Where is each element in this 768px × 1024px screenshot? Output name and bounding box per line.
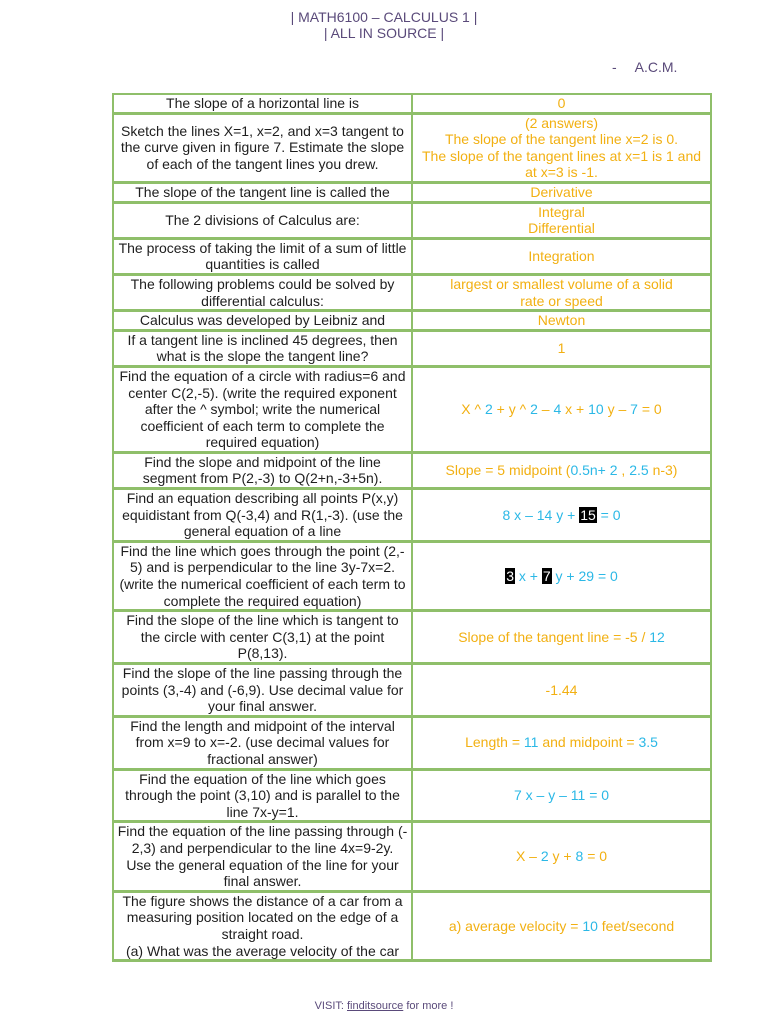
answer-text: = 0: [585, 787, 610, 804]
question-line: fractional answer): [207, 750, 318, 767]
question-line: P(8,13).: [237, 645, 288, 662]
answer-cell: [412, 275, 711, 311]
answer-line: [416, 148, 707, 165]
answer-text: Integral: [538, 203, 585, 220]
question-line: The figure shows the distance of a car from a: [122, 892, 403, 909]
qa-row: [113, 275, 711, 311]
qa-row: [113, 239, 711, 275]
answer-cell: [412, 367, 711, 453]
question-line: final answer.: [223, 873, 302, 890]
answer-line: [416, 131, 707, 148]
question-line: The slope of a horizontal line is: [166, 95, 360, 111]
question-line: 2,3) and perpendicular to the line 4x=9-2y.: [131, 839, 394, 856]
question-cell: [113, 367, 412, 453]
answer-text: Derivative: [530, 183, 593, 200]
author-initials: A.C.M.: [634, 59, 678, 75]
answer-text: 10: [588, 401, 604, 418]
answer-text: a) average velocity =: [448, 917, 583, 934]
answer-line: [416, 293, 707, 310]
question-line: points (3,-4) and (-6,9). Use decimal value for: [121, 681, 404, 698]
redacted-answer: 7: [542, 567, 551, 584]
answer-text: at x=3 is -1.: [525, 164, 598, 181]
qa-row: [113, 453, 711, 489]
answer-cell: [412, 489, 711, 542]
author-dash: -: [612, 59, 617, 75]
footer-link[interactable]: finditsource: [347, 1000, 404, 1012]
question-line: Find the slope of the line which is tangent to: [126, 612, 399, 629]
answer-cell: [412, 331, 711, 367]
question-line: from x=9 to x=-2. (use decimal values for: [135, 734, 390, 751]
answer-text: x –: [510, 506, 537, 523]
question-line: Sketch the lines X=1, x=2, and x=3 tangent to: [121, 122, 404, 139]
document-subtitle: | ALL IN SOURCE |: [323, 25, 445, 41]
answer-line: [416, 204, 707, 221]
qa-row: [113, 822, 711, 891]
answer-text: The slope of the tangent line x=2 is 0.: [444, 131, 679, 148]
question-line: The following problems could be solved by: [130, 275, 395, 292]
author-line: [612, 59, 677, 75]
answer-text: 8: [502, 506, 511, 523]
answer-text: X ^: [461, 401, 485, 418]
question-cell: [113, 489, 412, 542]
answer-text: 7: [513, 787, 522, 804]
answer-line: [416, 568, 707, 585]
question-line: differential calculus:: [201, 292, 324, 309]
answer-cell: [412, 114, 711, 183]
answer-line: [416, 95, 707, 112]
answer-text: 29: [578, 567, 595, 584]
answer-text: x +: [514, 567, 542, 584]
question-line: complete the required equation): [163, 592, 362, 609]
answer-text: 7: [630, 401, 638, 418]
answer-cell: [412, 892, 711, 961]
question-line: what is the slope the tangent line?: [156, 348, 369, 365]
question-line: after the ^ symbol; write the numerical: [144, 401, 381, 418]
answer-text: 2: [530, 401, 538, 418]
answer-text: y –: [603, 401, 631, 418]
answer-line: [416, 629, 707, 646]
question-cell: [113, 611, 412, 664]
question-line: (a) What was the average velocity of the car: [125, 942, 400, 959]
question-line: (write the numerical coefficient of each term to: [119, 576, 406, 593]
question-line: The 2 divisions of Calculus are:: [165, 211, 360, 228]
question-line: straight road.: [221, 925, 304, 942]
answer-text: Length =: [465, 734, 524, 751]
question-cell: [113, 664, 412, 717]
answer-text: 3.5: [638, 734, 658, 751]
question-line: Find the length and midpoint of the interval: [130, 717, 395, 734]
qa-row: [113, 770, 711, 823]
question-line: Find the slope of the line passing through the: [122, 665, 403, 681]
question-cell: [113, 239, 412, 275]
question-line: required equation): [205, 434, 320, 451]
answer-text: 8: [575, 848, 584, 865]
question-cell: [113, 892, 412, 961]
qa-row: [113, 183, 711, 203]
answer-line: [416, 184, 707, 201]
footer-suffix: for more !: [403, 1000, 454, 1012]
answer-text: = 0: [594, 567, 618, 584]
answer-text: Slope = 5 midpoint (: [445, 462, 571, 479]
question-cell: [113, 275, 412, 311]
qa-row: [113, 203, 711, 239]
question-line: your final answer.: [208, 698, 317, 715]
question-cell: [113, 311, 412, 331]
answer-text: Slope of the tangent line = -5 /: [458, 628, 650, 645]
question-line: quantities is called: [205, 256, 320, 273]
question-line: through the point (3,10) and is parallel to the: [125, 787, 400, 804]
answer-line: [416, 276, 707, 293]
answer-text: –: [537, 401, 554, 418]
answer-line: [416, 312, 707, 329]
answer-text: 12: [649, 628, 665, 645]
answer-cell: [412, 203, 711, 239]
question-cell: [113, 542, 412, 611]
answer-text: largest or smallest volume of a solid: [450, 275, 673, 292]
question-line: coefficient of each term to complete the: [140, 417, 385, 434]
answer-line: [416, 787, 707, 804]
answer-text: The slope of the tangent lines at x=1 is 1 and: [422, 147, 702, 164]
redacted-answer: 15: [580, 506, 596, 523]
answer-text: Differential: [528, 220, 595, 237]
question-cell: [113, 94, 412, 114]
question-cell: [113, 770, 412, 823]
answer-line: [416, 507, 707, 524]
question-line: Find the slope and midpoint of the line: [144, 453, 381, 470]
answer-text: and midpoint =: [538, 734, 639, 751]
answer-text: x – y –: [521, 787, 571, 804]
answer-text: y +: [552, 506, 580, 523]
answer-cell: [412, 311, 711, 331]
question-line: 5) and is perpendicular to the line 3y-7x=2.: [130, 559, 396, 576]
answer-cell: [412, 453, 711, 489]
answer-line: [416, 462, 707, 479]
answer-text: Newton: [537, 312, 586, 329]
qa-row: [113, 542, 711, 611]
answer-text: 2: [540, 848, 549, 865]
document-title: | MATH6100 – CALCULUS 1 |: [290, 9, 478, 25]
answer-text: 2.5: [629, 462, 649, 479]
qa-row: [113, 489, 711, 542]
answer-cell: [412, 611, 711, 664]
question-line: the curve given in figure 7. Estimate the slope: [120, 139, 405, 156]
qa-table: [112, 93, 712, 962]
answer-line: [416, 220, 707, 237]
answer-cell: [412, 94, 711, 114]
answer-text: = 0: [583, 848, 608, 865]
qa-row: [113, 717, 711, 770]
question-line: Use the general equation of the line for your: [126, 856, 399, 873]
question-line: Find the line which goes through the point (2,-: [120, 542, 405, 559]
answer-cell: [412, 542, 711, 611]
question-cell: [113, 331, 412, 367]
qa-row: [113, 664, 711, 717]
question-line: Find the equation of a circle with radius=6 and: [119, 367, 406, 384]
question-line: If a tangent line is inclined 45 degrees, then: [127, 331, 398, 348]
question-line: The slope of the tangent line is called the: [135, 183, 390, 200]
answer-line: [416, 401, 707, 418]
answer-cell: [412, 183, 711, 203]
question-line: line 7x-y=1.: [226, 803, 299, 820]
answer-line: [416, 248, 707, 265]
answer-line: [416, 734, 707, 751]
answer-line: [416, 682, 707, 699]
answer-text: y +: [548, 848, 576, 865]
question-cell: [113, 453, 412, 489]
question-cell: [113, 183, 412, 203]
answer-line: [416, 848, 707, 865]
footer: [0, 1000, 768, 1012]
answer-text: 2: [484, 401, 493, 418]
question-cell: [113, 203, 412, 239]
question-line: segment from P(2,-3) to Q(2+n,-3+5n).: [142, 470, 383, 487]
redacted-answer: 3: [506, 567, 514, 584]
question-line: Find an equation describing all points P(x,y): [126, 490, 399, 507]
question-line: equidistant from Q(-3,4) and R(1,-3). (use the: [122, 506, 403, 523]
question-line: Find the equation of the line passing through (-: [117, 823, 408, 840]
question-line: of each of the tangent lines you drew.: [146, 156, 379, 173]
answer-text: (2 answers): [524, 114, 599, 131]
question-cell: [113, 717, 412, 770]
answer-text: 14: [536, 506, 553, 523]
answer-text: 0: [557, 95, 566, 111]
answer-text: n-3): [648, 462, 678, 479]
question-line: Find the equation of the line which goes: [139, 770, 386, 787]
question-line: center C(2,-5). (write the required exponent: [128, 384, 397, 401]
qa-row: [113, 892, 711, 961]
answer-text: 11: [523, 734, 539, 751]
question-cell: [113, 114, 412, 183]
answer-text: 1: [557, 340, 566, 357]
qa-row: [113, 367, 711, 453]
answer-text: 0.5n+ 2: [570, 462, 618, 479]
answer-text: Integration: [528, 248, 595, 265]
question-line: measuring position located on the edge of a: [126, 909, 399, 926]
question-line: the circle with center C(3,1) at the point: [140, 628, 385, 645]
answer-cell: [412, 239, 711, 275]
footer-prefix: VISIT:: [314, 1000, 347, 1012]
answer-cell: [412, 770, 711, 823]
answer-cell: [412, 717, 711, 770]
answer-text: y +: [551, 567, 579, 584]
answer-text: rate or speed: [520, 292, 603, 309]
answer-text: 4: [553, 401, 562, 418]
question-line: general equation of a line: [183, 523, 342, 540]
question-line: Calculus was developed by Leibniz and: [139, 312, 386, 329]
answer-text: ,: [617, 462, 630, 479]
answer-line: [416, 115, 707, 132]
answer-text: = 0: [596, 506, 621, 523]
answer-line: [416, 340, 707, 357]
question-cell: [113, 822, 412, 891]
answer-line: [416, 164, 707, 181]
qa-row: [113, 311, 711, 331]
answer-text: 11: [570, 787, 586, 804]
qa-row: [113, 611, 711, 664]
answer-text: + y ^: [492, 401, 531, 418]
answer-text: = 0: [637, 401, 662, 418]
qa-row: [113, 94, 711, 114]
qa-row: [113, 114, 711, 183]
answer-text: -1.44: [545, 681, 578, 698]
answer-text: x +: [561, 401, 589, 418]
answer-text: 10: [582, 917, 598, 934]
qa-row: [113, 331, 711, 367]
question-line: The process of taking the limit of a sum of little: [118, 239, 407, 256]
answer-cell: [412, 664, 711, 717]
answer-text: X –: [515, 848, 541, 865]
answer-cell: [412, 822, 711, 891]
answer-text: feet/second: [597, 917, 675, 934]
answer-line: [416, 918, 707, 935]
